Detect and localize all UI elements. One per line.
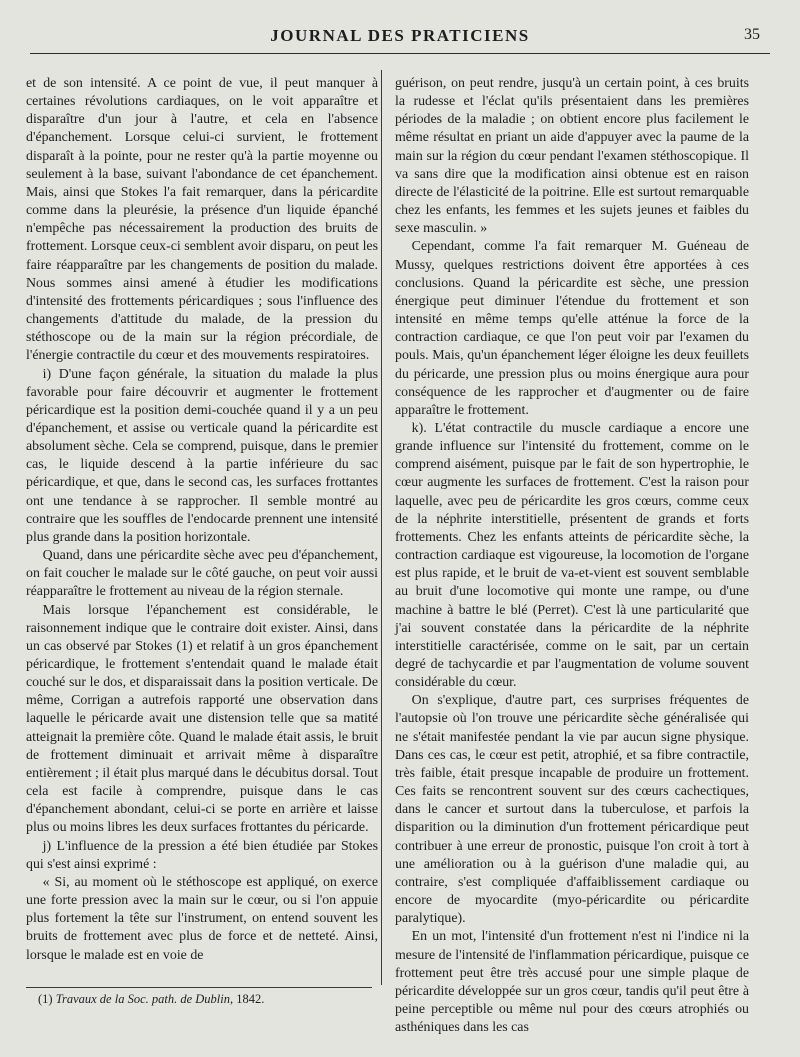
paragraph: j) L'influence de la pression a été bien étudiée par Stokes qui s'est ainsi exprimé : xyxy=(26,838,378,872)
footnote-year: 1842. xyxy=(236,992,265,1006)
paragraph: Mais lorsque l'épanchement est considérable, le raisonnement indique que le contraire doit exister. Ainsi, dans un cas observé par Stokes (1) et relatif à un gros épanchement péricardique, le frottement s'entendait quand le malade était couché sur le dos, et disparaissait dans la position verticale. De même, Corrigan a autrefois rapporté une observation dans laquelle le péricarde avait une distension telle que sa matité atteignait la première côte. Quand le malade était assis, le bruit de frottement diminuait et arrivait même à disparaître entièrement ; il était plus marqué dans le décubitus dorsal. Tout cela est facile à comprendre, puisque dans le cas d'épanchement abondant, celui-ci se porte en arrière et laisse plus ou moins libres les deux surfaces frottantes du péricarde. xyxy=(26,602,378,836)
paragraph: En un mot, l'intensité d'un frottement n'est ni l'indice ni la mesure de l'intensité de l'inflammation péricardique, puisque ce frottement peut être très accusé pour une simple plaque de péricardite développée sur un gros cœur, tandis qu'il peut être à peine perceptible ou même nul pour des cœurs atrophiés ou asthéniques dans les cas xyxy=(395,929,749,1036)
footnote-source: Travaux de la Soc. path. de Dublin, xyxy=(55,992,234,1006)
left-column xyxy=(26,75,378,965)
paragraph: « Si, au moment où le stéthoscope est appliqué, on exerce une forte pression avec la main sur le cœur, ou si l'on appuie plus fortement la tête sur l'instrument, on entend souvent les bruits de frottement avec plus de force et de netteté. Ainsi, lorsque le malade est en voie de xyxy=(26,874,378,963)
page-number: 35 xyxy=(744,26,760,43)
footnote xyxy=(38,992,378,1007)
paragraph: guérison, on peut rendre, jusqu'à un certain point, à ces bruits la rudesse et l'éclat qu'ils présentaient dans les premières périodes de la maladie ; on obtient encore plus facilement le même résultat en priant un aide d'appuyer avec la paume de la main sur la région du cœur pendant l'examen stéthoscopique. Il va sans dire que la modification ainsi obtenue est en raison directe de l'élasticité de la poitrine. Elle est surtout remarquable chez les enfants, les femmes et les sujets jeunes et faibles du sexe masculin. » xyxy=(395,76,749,237)
paragraph: et de son intensité. A ce point de vue, il peut manquer à certaines révolutions cardiaques, on le voit apparaître et disparaître d'un jour à l'autre, et cela en l'absence d'épanchement. Lorsque celui-ci survient, le frottement disparaît à la pointe, pour ne rester qu'à la partie moyenne ou seulement à la base, suivant l'abondance de cet épanchement. Mais, ainsi que Stokes l'a fait remarquer, dans la péricardite comme dans la pleurésie, la présence d'un liquide épanché n'empêche pas nécessairement la production des bruits de frottement. Lorsque ceux-ci semblent avoir disparu, on peut les faire réapparaître par les changements de position du malade. Nous sommes ainsi amené à étudier les modifications d'intensité des frottements péricardiques ; sous l'influence des changements d'attitude du malade, de la pression du stéthoscope ou de la main sur la région précordiale, de l'énergie contractile du cœur et des mouvements respiratoires. xyxy=(26,76,378,364)
journal-title: JOURNAL DES PRATICIENS xyxy=(270,26,530,45)
right-column xyxy=(395,75,749,1037)
paragraph: On s'explique, d'autre part, ces surprises fréquentes de l'autopsie où l'on trouve une péricardite sèche généralisée qui ne s'était manifestée pendant la vie par aucun signe physique. Dans ces cas, le cœur est petit, atrophié, et sa fibre contractile, très faible, était presque incapable de produire un frottement. Ces faits se rencontrent souvent sur des cœurs cachectiques, dans le cancer et surtout dans la tuberculose, et parfois la disparition ou la diminution d'un frottement péricardique peut contribuer à une erreur de pronostic, puisque l'on croit à tort à une amélioration ou à la guérison d'une maladie qui, au contraire, s'est compliquée d'affaiblissement cardiaque ou encore de myocardite (myo-péricardite ou péricardite paralytique). xyxy=(395,693,749,927)
paragraph: Cependant, comme l'a fait remarquer M. Guéneau de Mussy, quelques restrictions doivent être apportées à ces conclusions. Quand la péricardite est sèche, une pression énergique peut diminuer l'étendue du frottement et son intensité en même temps qu'elle atténue la force de la contraction cardiaque, ce que l'on peut voir par l'examen du pouls. Mais, qu'un épanchement léger éloigne les deux feuillets du péricarde, une pression plus ou moins énergique aura pour conséquence de les rapprocher et d'augmenter ou de faire apparaître le frottement. xyxy=(395,239,749,418)
header-rule xyxy=(30,53,770,54)
paragraph: Quand, dans une péricardite sèche avec peu d'épanchement, on fait coucher le malade sur le côté gauche, on peut voir aussi réapparaître le frottement au niveau de la région sternale. xyxy=(26,548,378,600)
running-header xyxy=(30,26,770,50)
column-divider xyxy=(381,70,382,985)
footnote-rule xyxy=(26,987,372,988)
paragraph: i) D'une façon générale, la situation du malade la plus favorable pour faire découvrir et augmenter le frottement péricardique est la position demi-couchée quand il y a un peu d'épanchement, et assise ou verticale quand la péricardite est absolument sèche. Cela se comprend, puisque, dans le premier cas, le liquide descend à la partie inférieure du sac péricardique, et que, dans le second cas, les surfaces frottantes ont une tendance à se rapprocher. Il semble montré au contraire que les souffles de l'endocarde prennent une intensité plus grande dans la position horizontale. xyxy=(26,366,378,545)
paragraph: k). L'état contractile du muscle cardiaque a encore une grande influence sur l'intensité du frottement, comme on le comprend aisément, puisque par le fait de son hypertrophie, le cœur augmente les surfaces de frottement. C'est la raison pour laquelle, avec peu de péricardite les gros cœurs, comme ceux de la néphrite interstitielle, présentent de grands et forts frottements. Chez les enfants atteints de péricardite sèche, la contraction cardiaque est vigoureuse, la locomotion de l'organe est plus rapide, et le bruit de va-et-vient est souvent semblable au bruit d'une locomotive qui monte une rampe, ou d'une machine à battre le blé (Perret). C'est là une particularité que j'ai souvent constatée dans la péricardite de la néphrite interstitielle caractérisée, comme on le sait, par un certain degré de tachycardie et par l'augmentation de volume souvent considérable du cœur. xyxy=(395,420,749,691)
footnote-marker: (1) xyxy=(38,992,53,1006)
